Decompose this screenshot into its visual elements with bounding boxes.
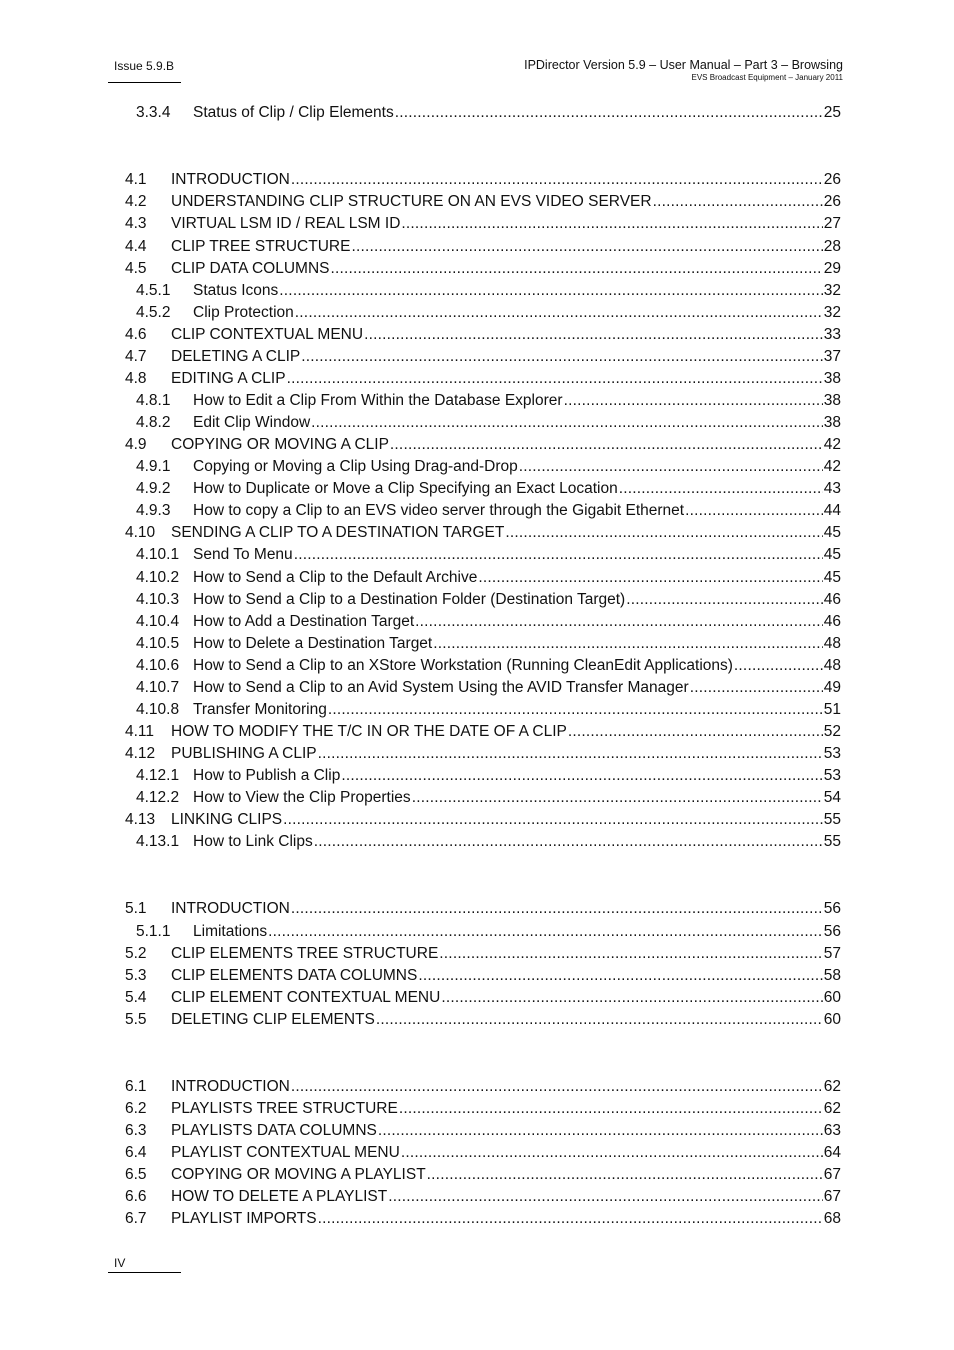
toc-entry-page: 45 [823, 524, 841, 541]
toc-dot-leader [314, 832, 823, 852]
toc-entry-number: 4.6 [125, 326, 147, 343]
toc-entry-number: 6.1 [125, 1078, 147, 1095]
toc-entry[interactable] [0, 347, 954, 369]
toc-entry-title: HOW TO MODIFY THE T/C IN OR THE DATE OF A CLIP [171, 723, 567, 740]
toc-entry-title: CLIP ELEMENT CONTEXTUAL MENU [171, 989, 441, 1006]
toc-entry-title: CLIP CONTEXTUAL MENU [171, 326, 364, 343]
toc-entry-body [193, 788, 841, 808]
toc-entry-title: How to Delete a Destination Target [193, 635, 433, 652]
toc-entry-number: 4.5 [125, 260, 147, 277]
toc-entry-title: How to copy a Clip to an EVS video server through the Gigabit Ethernet [193, 502, 685, 519]
toc-entry-number: 5.1.1 [136, 923, 171, 940]
toc-entry-number: 4.8.2 [136, 414, 171, 431]
toc-entry-page: 42 [823, 436, 841, 453]
toc-entry[interactable] [0, 788, 954, 810]
toc-entry-body [171, 435, 841, 455]
toc-dot-leader [478, 568, 822, 588]
toc-entry-title: INTRODUCTION [171, 171, 290, 188]
toc-entry-number: 5.5 [125, 1011, 147, 1028]
toc-entry[interactable] [0, 899, 954, 921]
toc-dot-leader [291, 170, 823, 190]
toc-entry-page: 62 [823, 1100, 841, 1117]
toc-entry-title: EDITING A CLIP [171, 370, 286, 387]
toc-entry[interactable] [0, 214, 954, 236]
toc-entry-number: 4.8 [125, 370, 147, 387]
toc-entry-body [171, 259, 841, 279]
toc-entry-number: 4.10.4 [136, 613, 180, 630]
toc-entry-body [193, 413, 841, 433]
toc-entry-body [193, 545, 841, 565]
toc-entry-title: COPYING OR MOVING A CLIP [171, 436, 389, 453]
toc-entry-body [171, 944, 841, 964]
toc-entry[interactable] [0, 832, 954, 854]
toc-entry-body [193, 678, 841, 698]
toc-entry[interactable] [0, 678, 954, 700]
toc-entry[interactable] [0, 1077, 954, 1099]
toc-entry-body [193, 568, 841, 588]
toc-entry[interactable] [0, 479, 954, 501]
toc-entry[interactable] [0, 303, 954, 325]
toc-dot-leader [685, 501, 823, 521]
toc-entry-body [193, 922, 841, 942]
toc-entry-body [171, 899, 841, 919]
toc-entry-page: 67 [823, 1166, 841, 1183]
toc-entry[interactable] [0, 1187, 954, 1209]
toc-dot-leader [433, 634, 823, 654]
toc-entry-body [171, 722, 841, 742]
toc-entry-title: VIRTUAL LSM ID / REAL LSM ID [171, 215, 401, 232]
toc-entry-body [193, 590, 841, 610]
toc-entry-body [171, 325, 841, 345]
toc-entry[interactable] [0, 1099, 954, 1121]
toc-entry-page: 62 [823, 1078, 841, 1095]
toc-entry[interactable] [0, 259, 954, 281]
toc-entry[interactable] [0, 634, 954, 656]
toc-entry-body [193, 103, 841, 123]
toc-entry-page: 51 [823, 701, 841, 718]
toc-entry-body [171, 744, 841, 764]
toc-entry-number: 4.13 [125, 811, 156, 828]
toc-entry-page: 46 [823, 613, 841, 630]
toc-entry-page: 60 [823, 1011, 841, 1028]
toc-entry-title: How to Edit a Clip From Within the Database Explorer [193, 392, 563, 409]
toc-dot-leader [376, 1010, 823, 1030]
toc-entry-number: 4.7 [125, 348, 147, 365]
toc-dot-leader [295, 303, 823, 323]
toc-entry-title: PLAYLISTS TREE STRUCTURE [171, 1100, 398, 1117]
toc-entry-body [171, 170, 841, 190]
toc-entry-number: 4.4 [125, 238, 147, 255]
toc-entry-title: CLIP ELEMENTS DATA COLUMNS [171, 967, 418, 984]
toc-entry-page: 44 [823, 502, 841, 519]
toc-entry-page: 55 [823, 811, 841, 828]
toc-entry[interactable] [0, 170, 954, 192]
toc-entry-number: 4.9.1 [136, 458, 171, 475]
toc-entry-number: 4.10.1 [136, 546, 180, 563]
toc-entry-body [171, 1077, 841, 1097]
toc-entry-title: COPYING OR MOVING A PLAYLIST [171, 1166, 426, 1183]
toc-entry-number: 5.2 [125, 945, 147, 962]
header-title: IPDirector Version 5.9 – User Manual – Part 3 – Browsing [524, 58, 843, 72]
toc-entry-page: 45 [823, 546, 841, 563]
toc-entry-page: 60 [823, 989, 841, 1006]
header-subtitle: EVS Broadcast Equipment – January 2011 [691, 73, 843, 82]
toc-entry-number: 6.7 [125, 1210, 147, 1227]
toc-entry-title: HOW TO DELETE A PLAYLIST [171, 1188, 388, 1205]
toc-entry-body [193, 612, 841, 632]
toc-dot-leader [328, 700, 823, 720]
toc-entry-number: 4.10.8 [136, 701, 180, 718]
toc-entry[interactable] [0, 237, 954, 259]
toc-entry-number: 4.11 [125, 723, 155, 740]
toc-entry-body [193, 656, 841, 676]
toc-entry[interactable] [0, 1121, 954, 1143]
toc-entry-page: 56 [823, 900, 841, 917]
toc-entry-number: 4.10.5 [136, 635, 180, 652]
toc-entry[interactable] [0, 391, 954, 413]
toc-entry-page: 49 [823, 679, 841, 696]
toc-entry[interactable] [0, 988, 954, 1010]
toc-entry-title: INTRODUCTION [171, 900, 290, 917]
toc-dot-leader [388, 1187, 823, 1207]
toc-dot-leader [568, 722, 823, 742]
toc-entry-title: Send To Menu [193, 546, 293, 563]
toc-dot-leader [291, 1077, 823, 1097]
toc-entry-title: CLIP DATA COLUMNS [171, 260, 330, 277]
toc-entry[interactable] [0, 1143, 954, 1165]
toc-dot-leader [519, 457, 823, 477]
toc-entry-title: How to Duplicate or Move a Clip Specifying an Exact Location [193, 480, 618, 497]
toc-entry-body [171, 1121, 841, 1141]
toc-dot-leader [441, 988, 822, 1008]
toc-entry-page: 37 [823, 348, 841, 365]
footer-page-number: IV [114, 1256, 126, 1270]
toc-dot-leader [626, 590, 823, 610]
footer-rule [108, 1272, 181, 1273]
toc-entry-page: 52 [823, 723, 841, 740]
toc-dot-leader [318, 1209, 823, 1229]
toc-entry-number: 6.5 [125, 1166, 147, 1183]
toc-entry-body [171, 966, 841, 986]
toc-entry-page: 55 [823, 833, 841, 850]
toc-entry-title: How to View the Clip Properties [193, 789, 411, 806]
toc-entry-number: 4.10 [125, 524, 156, 541]
toc-entry-body [171, 523, 841, 543]
toc-dot-leader [287, 369, 823, 389]
toc-entry-body [171, 810, 841, 830]
toc-entry-page: 32 [823, 282, 841, 299]
toc-entry-title: How to Send a Clip to a Destination Folder (Destination Target) [193, 591, 626, 608]
toc-entry-page: 53 [823, 767, 841, 784]
toc-entry-title: DELETING CLIP ELEMENTS [171, 1011, 375, 1028]
toc-entry-title: How to Send a Clip to the Default Archive [193, 569, 478, 586]
toc-dot-leader [427, 1165, 823, 1185]
toc-entry-page: 38 [823, 414, 841, 431]
toc-dot-leader [415, 612, 823, 632]
toc-entry-page: 32 [823, 304, 841, 321]
toc-dot-leader [279, 281, 822, 301]
toc-entry-body [193, 501, 841, 521]
toc-dot-leader [505, 523, 822, 543]
toc-entry-title: Edit Clip Window [193, 414, 311, 431]
toc-entry-title: INTRODUCTION [171, 1078, 290, 1095]
toc-entry-number: 4.9.2 [136, 480, 171, 497]
toc-entry-title: How to Send a Clip to an XStore Workstation (Running CleanEdit Applications) [193, 657, 733, 674]
toc-entry-body [171, 369, 841, 389]
toc-entry-number: 4.9 [125, 436, 147, 453]
toc-entry-number: 4.5.1 [136, 282, 171, 299]
toc-entry[interactable] [0, 612, 954, 634]
toc-dot-leader [439, 944, 822, 964]
toc-entry[interactable] [0, 435, 954, 457]
toc-entry[interactable] [0, 810, 954, 832]
toc-dot-leader [364, 325, 823, 345]
toc-entry[interactable] [0, 192, 954, 214]
toc-dot-leader [390, 435, 823, 455]
toc-entry-number: 4.8.1 [136, 392, 171, 409]
toc-entry[interactable] [0, 545, 954, 567]
toc-entry-body [171, 1165, 841, 1185]
toc-entry-title: Status of Clip / Clip Elements [193, 104, 394, 121]
toc-entry-body [171, 1209, 841, 1229]
toc-entry[interactable] [0, 413, 954, 435]
toc-entry-page: 48 [823, 635, 841, 652]
toc-dot-leader [418, 966, 822, 986]
toc-entry-page: 25 [823, 104, 841, 121]
toc-entry[interactable] [0, 501, 954, 523]
toc-entry-number: 4.13.1 [136, 833, 180, 850]
toc-entry[interactable] [0, 656, 954, 678]
toc-entry-title: Status Icons [193, 282, 279, 299]
toc-dot-leader [311, 413, 823, 433]
toc-entry-page: 29 [823, 260, 841, 277]
header-rule [108, 82, 181, 83]
toc-entry-body [171, 988, 841, 1008]
toc-dot-leader [291, 899, 823, 919]
toc-entry-body [193, 479, 841, 499]
toc-dot-leader [341, 766, 822, 786]
toc-entry-body [193, 391, 841, 411]
toc-entry-page: 42 [823, 458, 841, 475]
toc-entry-number: 4.10.7 [136, 679, 180, 696]
toc-entry-title: Copying or Moving a Clip Using Drag-and-Drop [193, 458, 518, 475]
toc-entry-page: 64 [823, 1144, 841, 1161]
toc-entry-number: 4.3 [125, 215, 147, 232]
toc-entry-page: 45 [823, 569, 841, 586]
toc-entry[interactable] [0, 966, 954, 988]
toc-entry-title: How to Add a Destination Target [193, 613, 415, 630]
header-issue: Issue 5.9.B [114, 59, 175, 73]
toc-entry-body [171, 1187, 841, 1207]
toc-entry-page: 26 [823, 171, 841, 188]
toc-entry-number: 4.1 [125, 171, 147, 188]
toc-entry-title: PLAYLIST CONTEXTUAL MENU [171, 1144, 400, 1161]
toc-dot-leader [734, 656, 823, 676]
toc-entry-page: 58 [823, 967, 841, 984]
toc-entry-body [193, 281, 841, 301]
toc-entry-page: 26 [823, 193, 841, 210]
toc-entry-number: 4.12 [125, 745, 156, 762]
toc-entry-page: 67 [823, 1188, 841, 1205]
toc-entry-number: 5.1 [125, 900, 147, 917]
toc-dot-leader [412, 788, 823, 808]
toc-entry-title: UNDERSTANDING CLIP STRUCTURE ON AN EVS VIDEO SERVER [171, 193, 652, 210]
toc-entry[interactable] [0, 523, 954, 545]
toc-entry-title: How to Send a Clip to an Avid System Using the AVID Transfer Manager [193, 679, 689, 696]
toc-dot-leader [318, 744, 823, 764]
toc-entry-page: 38 [823, 392, 841, 409]
toc-entry-title: LINKING CLIPS [171, 811, 283, 828]
toc-dot-leader [330, 259, 822, 279]
toc-entry[interactable] [0, 457, 954, 479]
toc-entry-page: 53 [823, 745, 841, 762]
toc-entry-number: 4.2 [125, 193, 147, 210]
toc-entry-body [193, 303, 841, 323]
toc-entry-number: 6.2 [125, 1100, 147, 1117]
toc-dot-leader [564, 391, 823, 411]
toc-entry[interactable] [0, 744, 954, 766]
toc-entry-number: 4.10.2 [136, 569, 180, 586]
toc-dot-leader [653, 192, 823, 212]
toc-entry-page: 46 [823, 591, 841, 608]
toc-entry-number: 5.3 [125, 967, 147, 984]
toc-entry-page: 63 [823, 1122, 841, 1139]
toc-entry-body [193, 700, 841, 720]
toc-entry-body [171, 192, 841, 212]
toc-dot-leader [619, 479, 823, 499]
toc-dot-leader [401, 214, 822, 234]
toc-dot-leader [268, 922, 823, 942]
toc-entry[interactable] [0, 281, 954, 303]
toc-entry-page: 33 [823, 326, 841, 343]
header-right [524, 58, 843, 83]
toc-entry[interactable] [0, 325, 954, 347]
toc-entry-title: PLAYLIST IMPORTS [171, 1210, 317, 1227]
toc-dot-leader [351, 237, 822, 257]
toc-entry-title: Clip Protection [193, 304, 294, 321]
toc-entry-page: 27 [823, 215, 841, 232]
toc-entry-body [193, 634, 841, 654]
toc-entry-number: 4.12.2 [136, 789, 180, 806]
toc-entry-body [193, 832, 841, 852]
toc-entry-number: 4.10.3 [136, 591, 180, 608]
toc-entry-title: CLIP TREE STRUCTURE [171, 238, 351, 255]
toc-dot-leader [399, 1099, 823, 1119]
toc-entry-body [193, 457, 841, 477]
toc-entry-number: 4.12.1 [136, 767, 180, 784]
toc-entry-title: SENDING A CLIP TO A DESTINATION TARGET [171, 524, 505, 541]
toc-entry-title: PUBLISHING A CLIP [171, 745, 317, 762]
toc-entry[interactable] [0, 1165, 954, 1187]
toc-entry-number: 3.3.4 [136, 104, 171, 121]
toc-entry-title: How to Publish a Clip [193, 767, 341, 784]
toc-entry-title: Limitations [193, 923, 268, 940]
toc-entry[interactable] [0, 103, 954, 125]
toc-entry-page: 57 [823, 945, 841, 962]
toc-dot-leader [401, 1143, 823, 1163]
toc-entry[interactable] [0, 722, 954, 744]
toc-entry-title: CLIP ELEMENTS TREE STRUCTURE [171, 945, 439, 962]
toc-entry-number: 6.3 [125, 1122, 147, 1139]
toc-dot-leader [283, 810, 823, 830]
toc-dot-leader [294, 545, 823, 565]
toc-entry-body [193, 766, 841, 786]
toc-entry-number: 4.9.3 [136, 502, 171, 519]
toc-entry-title: Transfer Monitoring [193, 701, 327, 718]
toc-entry-page: 28 [823, 238, 841, 255]
toc-entry-body [171, 1143, 841, 1163]
toc-entry[interactable] [0, 590, 954, 612]
toc-entry-page: 48 [823, 657, 841, 674]
toc-entry[interactable] [0, 700, 954, 722]
toc-dot-leader [395, 103, 823, 123]
toc-entry-title: DELETING A CLIP [171, 348, 301, 365]
toc-entry[interactable] [0, 1010, 954, 1032]
toc-entry-body [171, 1010, 841, 1030]
toc-dot-leader [378, 1121, 823, 1141]
toc-entry-number: 6.6 [125, 1188, 147, 1205]
toc-entry-page: 38 [823, 370, 841, 387]
toc-entry-number: 4.5.2 [136, 304, 171, 321]
toc-entry[interactable] [0, 369, 954, 391]
toc-entry-title: How to Link Clips [193, 833, 313, 850]
toc-entry-body [171, 347, 841, 367]
toc-entry-body [171, 237, 841, 257]
toc-dot-leader [301, 347, 823, 367]
toc-entry-page: 56 [823, 923, 841, 940]
toc-entry-body [171, 1099, 841, 1119]
toc-entry-page: 68 [823, 1210, 841, 1227]
toc-entry[interactable] [0, 1209, 954, 1231]
toc-entry-number: 5.4 [125, 989, 147, 1006]
toc-entry[interactable] [0, 568, 954, 590]
toc-entry-page: 54 [823, 789, 841, 806]
toc-entry[interactable] [0, 922, 954, 944]
toc-entry[interactable] [0, 944, 954, 966]
toc-entry-title: PLAYLISTS DATA COLUMNS [171, 1122, 377, 1139]
toc-entry[interactable] [0, 766, 954, 788]
toc-entry-body [171, 214, 841, 234]
toc-dot-leader [690, 678, 823, 698]
toc-entry-number: 4.10.6 [136, 657, 180, 674]
toc-entry-number: 6.4 [125, 1144, 147, 1161]
toc-entry-page: 43 [823, 480, 841, 497]
